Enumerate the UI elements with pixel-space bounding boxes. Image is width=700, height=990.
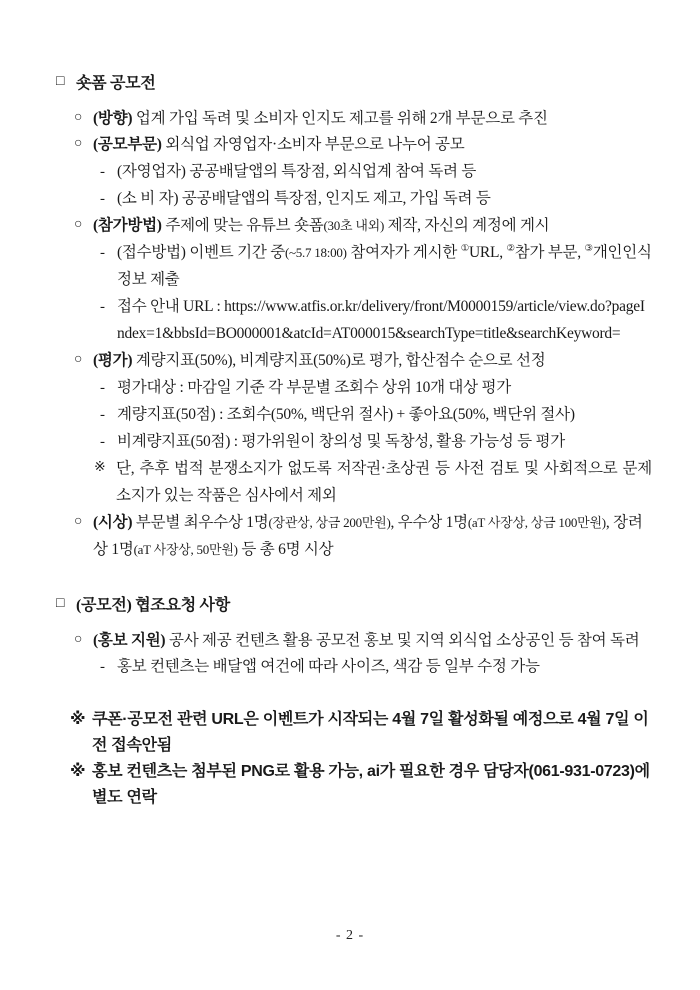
list-item (56, 132, 652, 159)
list-item-text: (소 비 자) 공공배달앱의 특장점, 인지도 제고, 가입 독려 등 (117, 190, 491, 208)
list-item-text: (접수방법) 이벤트 기간 중(~5.7 18:00) 참여자가 게시한 ①URL, ②참가 부문, ③개인인식정보 제출 (117, 244, 652, 289)
list-item (56, 510, 652, 564)
circle-bullet-icon: ○ (74, 136, 83, 152)
list-item (56, 159, 652, 186)
list-item-text: 업계 가입 독려 및 소비자 인지도 제고를 위해 2개 부문으로 추진 (132, 109, 548, 127)
list-item-text: 외식업 자영업자·소비자 부문으로 나누어 공모 (161, 136, 465, 154)
dash-bullet-icon: - (100, 434, 105, 451)
list-item-text-cont: 제작, 자신의 계정에 게시 (384, 217, 550, 235)
section-heading-1 (56, 70, 652, 98)
list-item-label: (방향) (93, 109, 133, 127)
list-item (56, 654, 652, 681)
circle-bullet-icon: ○ (74, 352, 83, 368)
asterisk-bullet-icon: ※ (70, 711, 86, 729)
list-item-text: 비계량지표(50점) : 평가위원이 창의성 및 독창성, 활용 가능성 등 평가 (117, 433, 565, 451)
list-item (56, 628, 652, 655)
circle-bullet-icon: ○ (74, 631, 83, 647)
notes-block (56, 707, 652, 811)
submission-url-text[interactable]: 접수 안내 URL : https://www.atfis.or.kr/delivery/front/M0000159/article/view.do?pageIndex=1&bbsId=BO000001&atcId=AT000015&searchType=title&searchKeyword= (117, 298, 645, 343)
list-item-label: (참가방법) (93, 217, 162, 235)
list-item-text: 홍보 컨텐츠는 배달앱 여건에 따라 사이즈, 색감 등 일부 수정 가능 (117, 658, 540, 676)
list-item-note: (30초 내외) (323, 218, 385, 234)
list-item-url (56, 294, 652, 348)
document-body (56, 68, 652, 811)
list-item (56, 375, 652, 402)
section-heading-2-text: (공모전) 협조요청 사항 (76, 596, 230, 614)
note-item (70, 707, 652, 759)
dash-bullet-icon: - (100, 407, 105, 424)
dash-bullet-icon: - (100, 191, 105, 208)
note-text: 홍보 컨텐츠는 첨부된 PNG로 활용 가능, ai가 필요한 경우 담당자(061-931-0723)에 별도 연락 (92, 763, 650, 807)
list-item (56, 402, 652, 429)
list-item (56, 429, 652, 456)
note-item (70, 759, 652, 811)
list-item-text: 부문별 최우수상 1명(장관상, 상금 200만원), 우수상 1명(aT 사장상, 상금 100만원), 장려상 1명(aT 사장상, 50만원) 등 총 6명 시상 (93, 514, 643, 559)
dash-bullet-icon: - (100, 164, 105, 181)
list-item-label: (공모부문) (93, 136, 162, 154)
list-item (56, 106, 652, 133)
list-item-text: (자영업자) 공공배달앱의 특장점, 외식업계 참여 독려 등 (117, 163, 477, 181)
dash-bullet-icon: - (100, 380, 105, 397)
circle-bullet-icon: ○ (74, 514, 83, 530)
dash-bullet-icon: - (100, 659, 105, 676)
page-number: - 2 - (335, 928, 365, 943)
asterisk-bullet-icon: ※ (70, 763, 86, 781)
list-item-text: 계량지표(50점) : 조회수(50%, 백단위 절사) + 좋아요(50%, 백단위 절사) (117, 406, 575, 424)
list-item-label: (홍보 지원) (93, 631, 166, 649)
section-heading-1-text: 숏폼 공모전 (76, 75, 156, 92)
asterisk-bullet-icon: ※ (94, 460, 106, 476)
list-item (56, 348, 652, 375)
section-heading-2 (56, 592, 652, 620)
list-item-text: 평가대상 : 마감일 기준 각 부문별 조회수 상위 10개 대상 평가 (117, 379, 511, 397)
list-item-label: (시상) (93, 514, 133, 532)
list-item-text: 공사 제공 컨텐츠 활용 공모전 홍보 및 지역 외식업 소상공인 등 참여 독려 (165, 631, 640, 649)
list-item-text: 계량지표(50%), 비계량지표(50%)로 평가, 합산점수 순으로 선정 (132, 352, 546, 370)
list-item (56, 240, 652, 294)
circle-bullet-icon: ○ (74, 217, 83, 233)
list-item (56, 186, 652, 213)
note-text: 쿠폰·공모전 관련 URL은 이벤트가 시작되는 4월 7일 활성화될 예정으로 4월 7일 이전 접속안됨 (92, 711, 649, 755)
square-bullet-icon: □ (56, 595, 65, 611)
dash-bullet-icon: - (100, 245, 105, 262)
circle-bullet-icon: ○ (74, 109, 83, 125)
list-item-text: 주제에 맞는 유튜브 숏폼 (161, 217, 324, 235)
dash-bullet-icon: - (100, 299, 105, 316)
list-item-caution (56, 456, 652, 510)
list-item (56, 213, 652, 240)
caution-text: 단, 추후 법적 분쟁소지가 없도록 저작권·초상권 등 사전 검토 및 사회적으로 문제 소지가 있는 작품은 심사에서 제외 (116, 460, 652, 505)
square-bullet-icon: □ (56, 74, 65, 89)
list-item-label: (평가) (93, 352, 133, 370)
